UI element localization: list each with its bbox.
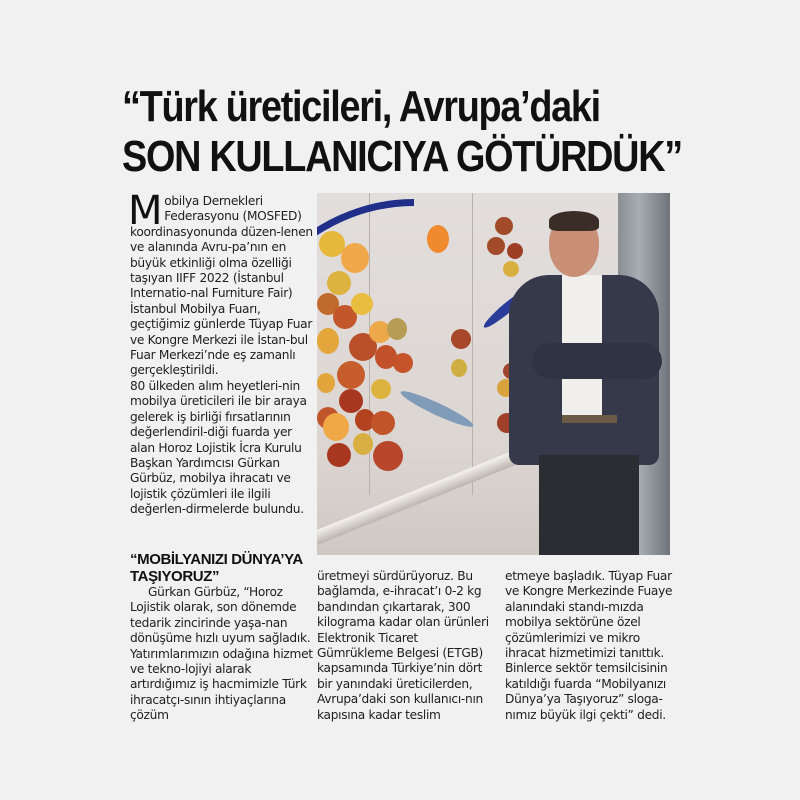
glass-ornament — [373, 441, 403, 471]
person-belt — [562, 415, 617, 423]
glass-ornament — [323, 413, 349, 441]
drop-cap: M — [128, 188, 163, 234]
intro-paragraph: obilya Dernekleri Federasyonu (MOSFED) koordinasyonunda düzen-lenen ve alanında Avru-pa’nın en büyük etkinliği olma özelliği taşıyan IIFF 2022 (İstanbul Internatio-nal Furniture Fair) İstanbul Mobilya Fuarı, geçtiğimiz günlerde Tüyap Fuar ve Kongre Merkezi ile İstan-bul Fuar Merkezi’nde eş zamanlı gerçekleştirildi. — [130, 194, 313, 378]
paragraph-2: 80 ülkeden alım heyetleri-nin mobilya üreticileri ile bir araya gelerek iş birliği fırsatlarının değerlendiril-diği fuarda yer alan Horoz Lojistik İcra Kurulu Başkan Yardımcısı Gürkan Gürbüz, mobilya ihracatı ve lojistik çözümleri ile ilgili değerlen-dirmelerde bulundu. — [130, 378, 307, 517]
person-pants — [539, 455, 639, 555]
glass-ornament — [495, 217, 513, 235]
article-column-3 — [505, 569, 680, 723]
headline-line-2: SON KULLANICIYA GÖTÜRDÜK” — [122, 132, 682, 181]
article-column-1-lower — [130, 585, 315, 724]
headline-line-1: “Türk üreticileri, Avrupa’daki — [122, 82, 600, 131]
blue-glass-tube — [317, 199, 414, 416]
glass-ornament — [507, 243, 523, 259]
glass-ornament — [451, 329, 471, 349]
glass-ornament — [353, 433, 373, 455]
quote-paragraph: Gürkan Gürbüz, “Horoz Lojistik olarak, son dönemde tedarik zincirinde yaşa-nan dönüşüme hızlı uyum sağladık. Yatırımlarımızın odağına hizmet ve tekno-lojiyi alarak artırdığımız iş hacmimizle Türk ihracatçı-sının ihtiyaçlarına çözüm — [130, 585, 313, 723]
article-column-1 — [128, 188, 315, 518]
wall-panel-seam — [472, 193, 473, 495]
column-3-text: etmeye başladık. Tüyap Fuar ve Kongre Merkezinde Fuaye alanındaki standı-mızda mobilya sektörüne özel çözümlerimizi ve mikro ihracat hizmetimizi tanıttık. Binlerce sektör temsilcisinin katıldığı fuarda “Mobilyanızı Dünya’ya Taşıyoruz” sloga-nımız büyük ilgi çekti” dedi. — [505, 569, 673, 722]
column-2-text: üretmeyi sürdürüyoruz. Bu bağlamda, e-ihracat’ı 0-2 kg bandından çıkartarak, 300 kilograma kadar olan ürünleri Elektronik Ticaret Gümrükleme Belgesi (ETGB) kapsamında Türkiye’nin dört bir yanındaki üreticilerden, Avrupa’daki son kullanıcı-nın kapısına kadar teslim — [317, 569, 489, 722]
glass-ornament — [487, 237, 505, 255]
glass-ornament — [327, 443, 351, 467]
glass-ornament — [451, 359, 467, 377]
person-crossed-arms — [532, 343, 662, 379]
person-hair — [549, 211, 599, 231]
section-subhead: “MOBİLYANIZI DÜNYA’YA TAŞIYORUZ” — [130, 551, 303, 585]
article-photo — [317, 193, 670, 555]
glass-ornament — [427, 225, 449, 253]
article-column-2 — [317, 569, 492, 723]
headline — [122, 82, 682, 182]
glass-ornament — [503, 261, 519, 277]
